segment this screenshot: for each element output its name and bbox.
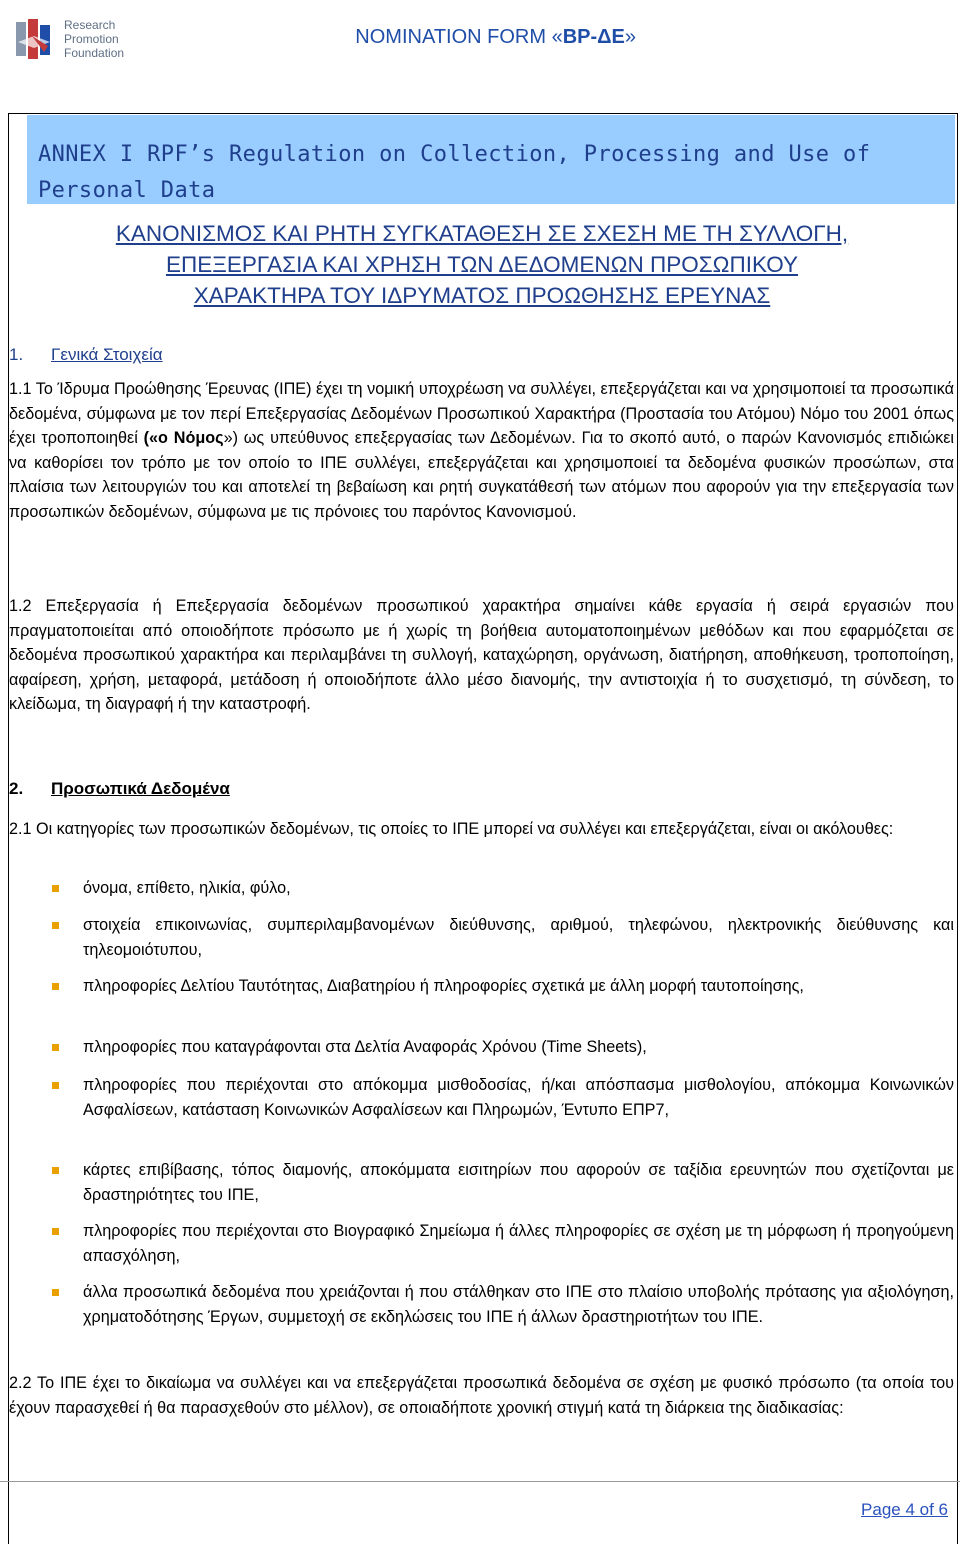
list-item: πληροφορίες που καταγράφονται στα Δελτία Αναφοράς Χρόνου (Time Sheets), — [83, 1038, 647, 1056]
rpf-logo — [14, 14, 154, 66]
footer-divider — [0, 1481, 960, 1482]
bullet-square-icon — [52, 922, 59, 929]
paragraph-2-2: 2.2 Το ΙΠΕ έχει το δικαίωμα να συλλέγει και να επεξεργάζεται προσωπικά δεδομένα σε σχέση με φυσικό πρόσωπο (τα οποία του έχουν παρασχεθεί ή θα παρασχεθούν στο μέλλον), σε οποιαδήποτε χρονική στιγμή κατά τη διάρκεια της διαδικασίας: — [9, 1374, 954, 1417]
bullet-square-icon — [52, 1228, 59, 1235]
annex-banner — [27, 115, 955, 204]
section-1-label: Γενικά Στοιχεία — [51, 345, 163, 364]
bullet-square-icon — [52, 1167, 59, 1174]
regulation-title — [9, 218, 955, 311]
rpf-logo-text — [64, 18, 124, 60]
paragraph-1-1-text-c: ») ως υπεύθυνος επεξεργασίας των Δεδομένων. Για το σκοπό αυτό, ο παρών Κανονισμός επιδιώκει να καθορίσει τον τρόπο με τον οποίο το ΙΠΕ συλλέγει, επεξεργάζεται και χρησιμοποιεί τα δεδομένα φυσικών προσώπων, στα πλαίσια των λειτουργιών του και αποτελεί τη βεβαίωση και ρητή συγκατάθεσή των ατόμων που αφορούν για την επεξεργασία των προσωπικών δεδομένων, σύμφωνα με τις πρόνοιες του παρόντος Κανονισμού. — [9, 429, 955, 521]
bullet-square-icon — [52, 1044, 59, 1051]
bullet-square-icon — [52, 1082, 59, 1089]
page-header — [0, 0, 960, 80]
logo-line-2: Promotion — [64, 32, 119, 46]
form-title-prefix: NOMINATION FORM « — [355, 26, 563, 48]
form-title-suffix: » — [624, 26, 636, 48]
regulation-title-line-1: ΚΑΝΟΝΙΣΜΟΣ ΚΑΙ ΡΗΤΗ ΣΥΓΚΑΤΑΘΕΣΗ ΣΕ ΣΧΕΣΗ ΜΕ ΤΗ ΣΥΛΛΟΓΗ, — [115, 221, 849, 246]
section-2-number: 2. — [9, 779, 24, 798]
section-2-label: Προσωπικά Δεδομένα — [51, 779, 230, 798]
form-title — [355, 26, 636, 49]
bullet-square-icon — [52, 983, 59, 990]
rpf-logo-mark-icon — [14, 16, 60, 62]
list-item: πληροφορίες που περιέχονται στο απόκομμα μισθοδοσίας, ή/και απόσπασμα μισθολογίου, απόκομμα Κοινωνικών Ασφαλίσεων, κατάσταση Κοινωνικών Ασφαλίσεων και Πληρωμών, Έντυπο ΕΠΡ7, — [83, 1076, 954, 1119]
list-item: άλλα προσωπικά δεδομένα που χρειάζονται ή που στάλθηκαν στο ΙΠΕ στο πλαίσιο υποβολής πρότασης για αξιολόγηση, χρηματοδότησης Έργων, συμμετοχή σε εκδηλώσεις του ΙΠΕ ή άλλων δραστηριοτήτων του ΙΠΕ. — [83, 1283, 954, 1326]
paragraph-2-1: 2.1 Οι κατηγορίες των προσωπικών δεδομένων, τις οποίες το ΙΠΕ μπορεί να συλλέγει και επεξεργάζεται, είναι οι ακόλουθες: — [9, 820, 894, 838]
paragraph-1-1-text-a: 1.1 Το Ίδρυμα Προώθησης Έρευνας (ΙΠΕ) έχει τη νομική υποχρέωση να συλλέγει, επεξεργάζεται και να χρησιμοποιεί τα προσωπικά δεδομένα, σύμφωνα με τον περί Επεξεργασίας Δεδομένων Προσωπικού Χαρακτήρα (Προστασία του Ατόμου) Νόμο του 2001 όπως έχει τροποποιηθεί — [9, 380, 954, 448]
list-item: στοιχεία επικοινωνίας, συμπεριλαμβανομένων διεύθυνσης, αριθμού, τηλεφώνου, ηλεκτρονικής διεύθυνσης και τηλεομοιότυπου, — [83, 916, 954, 959]
paragraph-1-2: 1.2 Επεξεργασία ή Επεξεργασία δεδομένων προσωπικού χαρακτήρα σημαίνει κάθε εργασία ή σειρά εργασιών που πραγματοποιείται από οποιοδήποτε πρόσωπο με ή χωρίς τη βοήθεια αυτοματοποιημένων μεθόδων και που εφαρμόζεται σε δεδομένα προσωπικού χαρακτήρα και περιλαμβάνει τη συλλογή, καταχώρηση, οργάνωση, διατήρηση, αποθήκευση, τροποποίηση, αφαίρεση, χρήση, μεταφορά, μετάδοση ή οποιοδήποτε άλλο μέσο διανομής, την αντιστοιχία ή το συσχετισμό, τη σύνδεση, το κλείδωμα, τη διαγραφή ή την καταστροφή. — [9, 597, 954, 714]
logo-line-1: Research — [64, 18, 116, 32]
section-1-number: 1. — [9, 345, 24, 364]
paragraph-1-1 — [9, 377, 954, 525]
page-number: Page 4 of 6 — [861, 1500, 948, 1519]
form-title-code: ΒΡ-ΔΕ — [562, 26, 625, 48]
list-item: πληροφορίες Δελτίου Ταυτότητας, Διαβατηρίου ή πληροφορίες σχετικά με άλλη μορφή ταυτοποίησης, — [83, 977, 804, 995]
document-page — [8, 113, 958, 1544]
regulation-title-line-2: ΕΠΕΞΕΡΓΑΣΙΑ ΚΑΙ ΧΡΗΣΗ ΤΩΝ ΔΕΔΟΜΕΝΩΝ ΠΡΟΣΩΠΙΚΟΥ — [165, 252, 799, 277]
logo-line-3: Foundation — [64, 46, 125, 60]
section-2-heading — [9, 779, 230, 799]
bullet-square-icon — [52, 885, 59, 892]
regulation-title-line-3: ΧΑΡΑΚΤΗΡΑ ΤΟΥ ΙΔΡΥΜΑΤΟΣ ΠΡΟΩΘΗΣΗΣ ΕΡΕΥΝΑΣ — [193, 283, 771, 308]
paragraph-1-1-law-term: («ο Νόμος — [143, 429, 224, 448]
list-item: κάρτες επιβίβασης, τόπος διαμονής, αποκόμματα εισιτηρίων που αφορούν σε ταξίδια ερευνητών που σχετίζονται με δραστηριότητες του ΙΠΕ, — [83, 1161, 954, 1204]
bullet-square-icon — [52, 1289, 59, 1296]
list-item: πληροφορίες που περιέχονται στο Βιογραφικό Σημείωμα ή άλλες πληροφορίες σε σχέση με τη μόρφωση ή προηγούμενη απασχόληση, — [83, 1222, 954, 1265]
annex-title: ANNEX I RPF’s Regulation on Collection, Processing and Use of Personal Data — [38, 142, 871, 203]
list-item: όνομα, επίθετο, ηλικία, φύλο, — [83, 879, 291, 897]
section-1-heading — [9, 345, 163, 365]
